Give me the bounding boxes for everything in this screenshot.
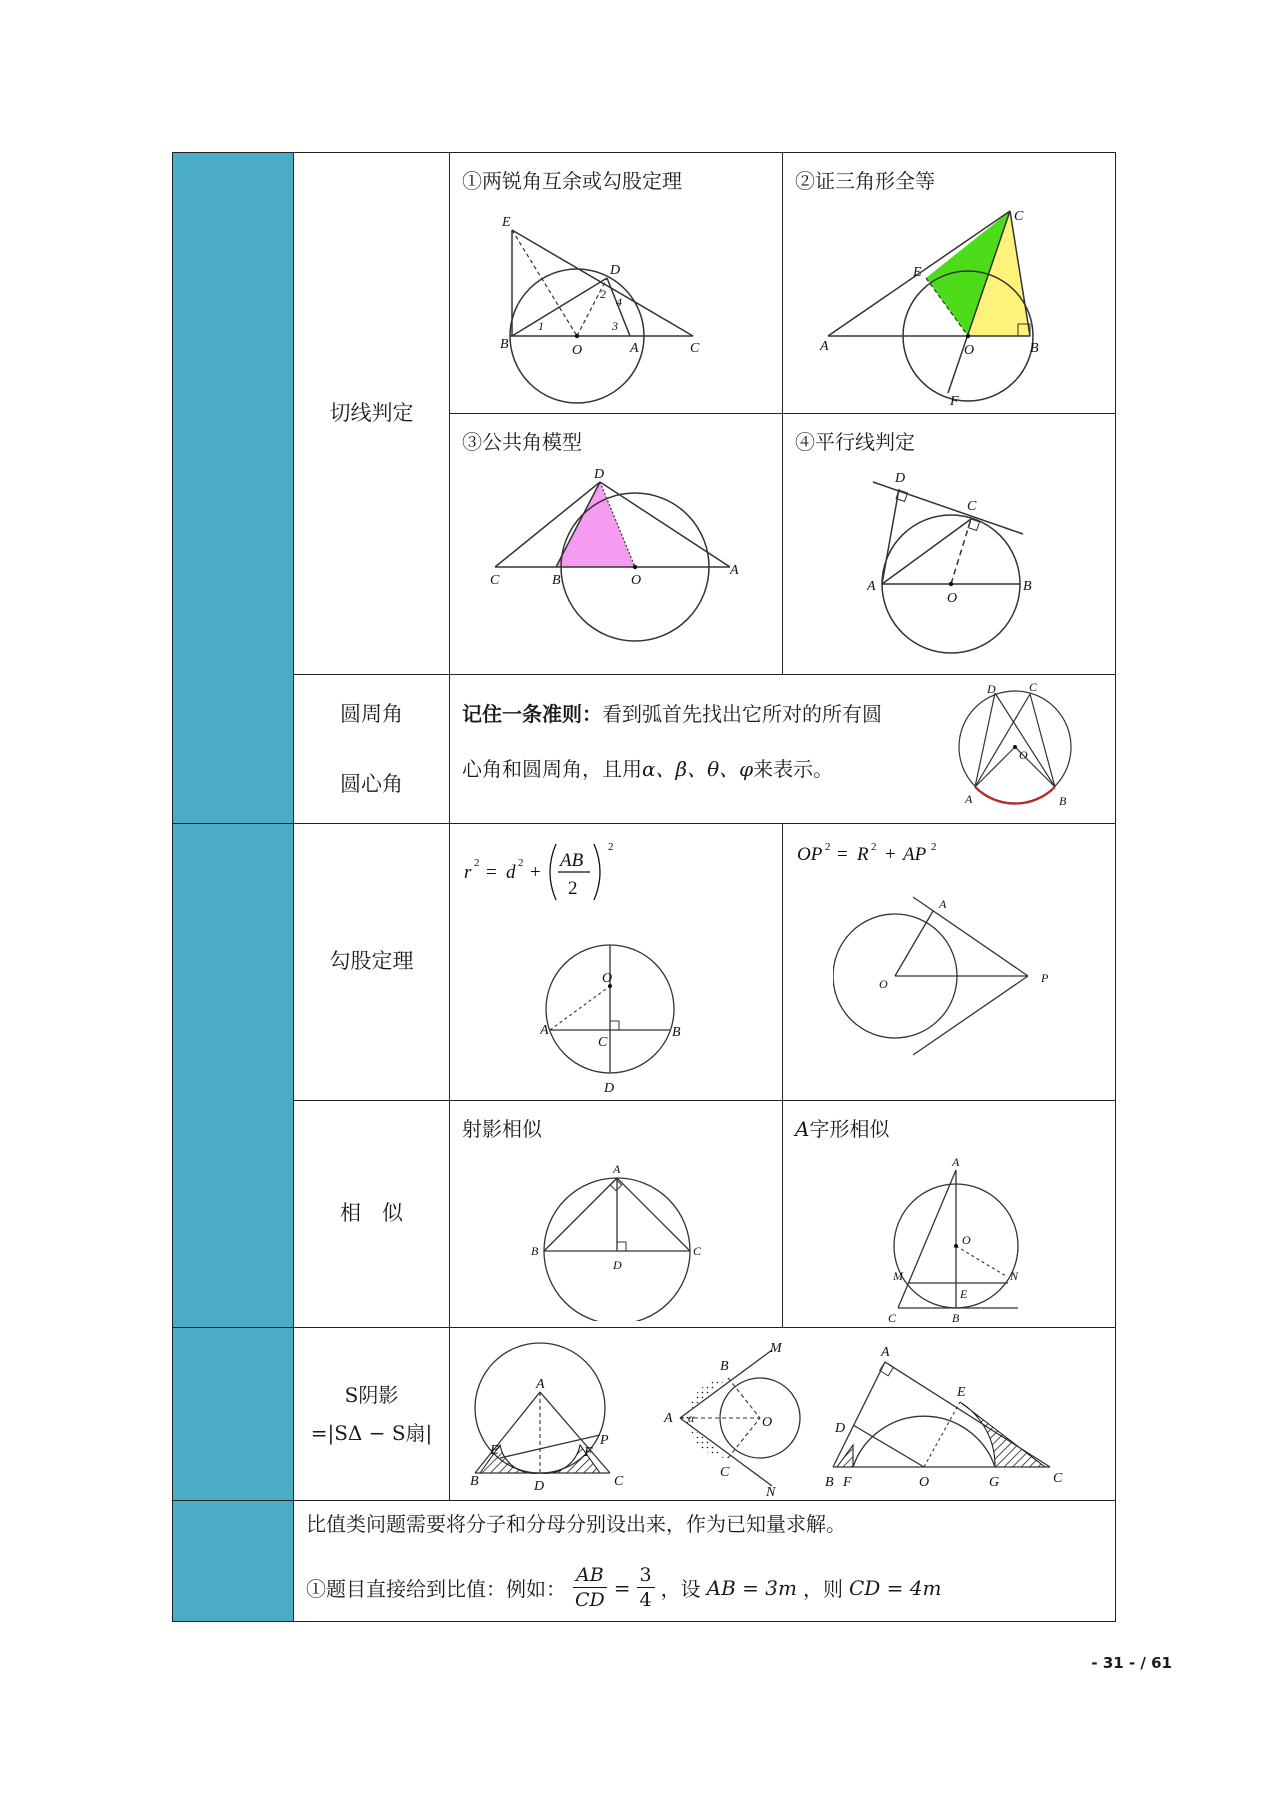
svg-text:2: 2 (568, 878, 578, 899)
svg-text:C: C (967, 499, 977, 514)
formula-chord (460, 838, 660, 908)
svg-text:E: E (960, 1287, 968, 1301)
svg-text:E: E (490, 1443, 499, 1458)
svg-text:3: 3 (612, 319, 618, 333)
rule-text: 记住一条准则：看到弧首先找出它所对的所有圆 心角和圆周角，且用α、β、θ、φ来表示。 (462, 702, 882, 781)
svg-text:B: B (672, 1025, 681, 1040)
svg-text:D: D (534, 1479, 545, 1494)
page-number: - 31 - / 61 (1091, 1654, 1172, 1672)
svg-text:F: F (584, 1445, 593, 1460)
svg-text:D: D (613, 1258, 622, 1272)
cell-title: 射影相似 (462, 1117, 542, 1141)
row-label-pythagoras: 勾股定理 (294, 824, 450, 1101)
svg-text:O: O (1019, 748, 1028, 762)
figure-inscribed-angles (955, 679, 1095, 819)
figure-shaded-2 (660, 1340, 810, 1500)
svg-text:A: A (965, 792, 973, 806)
figure-tangent-1 (500, 208, 740, 408)
svg-text:C: C (1029, 680, 1038, 694)
svg-text:1: 1 (538, 319, 544, 333)
svg-text:A: A (630, 341, 639, 356)
svg-text:4: 4 (616, 295, 622, 309)
svg-text:A: A (540, 1023, 549, 1038)
cell-tangent-method-4 (783, 414, 1116, 675)
svg-text:A: A (939, 897, 947, 911)
svg-text:AP: AP (903, 844, 927, 865)
svg-text:O: O (631, 573, 642, 588)
svg-text:D: D (594, 467, 605, 482)
cell-similar-projection (450, 1101, 783, 1328)
cell-tangent-method-2 (783, 153, 1116, 414)
figure-tangent-2 (818, 208, 1078, 408)
svg-text:D: D (895, 471, 906, 486)
svg-text:A: A (952, 1156, 960, 1169)
category-band-1 (173, 153, 294, 824)
svg-text:C: C (690, 341, 700, 356)
svg-text:A: A (867, 579, 876, 594)
category-band-2 (173, 824, 294, 1328)
svg-text:C: C (720, 1465, 730, 1480)
svg-text:C: C (1053, 1471, 1063, 1486)
figure-shaded-1 (470, 1340, 650, 1500)
svg-text:F: F (950, 394, 959, 408)
fraction-3-4: $\frac{3}{4}$ (637, 1563, 655, 1612)
row-label-tangent: 切线判定 (294, 153, 450, 675)
cell-title: ②证三角形全等 (795, 169, 935, 193)
svg-text:D: D (604, 1081, 615, 1096)
svg-text:E: E (913, 265, 922, 280)
cell-tangent-method-3 (450, 414, 783, 675)
category-band-3 (173, 1328, 294, 1501)
svg-text:=: = (837, 844, 848, 865)
svg-text:B: B (1023, 579, 1032, 594)
svg-text:O: O (919, 1475, 930, 1490)
svg-text:B: B (825, 1475, 834, 1490)
figure-chord-distance (540, 934, 700, 1099)
svg-text:C: C (693, 1244, 702, 1258)
svg-text:2: 2 (825, 841, 831, 853)
svg-text:P: P (600, 1433, 609, 1448)
svg-text:B: B (720, 1359, 729, 1374)
cell-pythagoras-2 (783, 824, 1116, 1101)
svg-text:C: C (490, 573, 500, 588)
cell-similar-a-shape (783, 1101, 1116, 1328)
fraction-ab-cd: $\frac{AB}{CD}$ (575, 1564, 605, 1611)
svg-text:2: 2 (871, 841, 877, 853)
cell-title: ④平行线判定 (795, 430, 915, 454)
svg-text:O: O (962, 1233, 971, 1247)
svg-text:N: N (766, 1485, 776, 1500)
svg-text:O: O (762, 1415, 773, 1430)
figure-projection (525, 1161, 715, 1321)
figure-tangent-length (833, 894, 1073, 1064)
svg-text:2: 2 (518, 857, 524, 869)
svg-text:C: C (1014, 209, 1024, 224)
svg-text:2: 2 (931, 841, 937, 853)
row-label-shaded-area: S阴影 =|SΔ − S扇| (294, 1328, 450, 1501)
ratio-example: ①题目直接给到比值：例如： $\frac{AB}{CD}$ = $\frac{3}{4}$ ，设 AB = 3m ，则 CD = 4m (306, 1564, 942, 1611)
cell-title: ③公共角模型 (462, 430, 582, 454)
svg-text:D: D (610, 263, 621, 278)
svg-text:AB: AB (560, 850, 584, 871)
row-label-angles: 圆周角 圆心角 (294, 675, 450, 824)
figure-a-shape (868, 1156, 1048, 1326)
cell-title: A字形相似 (795, 1117, 890, 1141)
svg-text:E: E (957, 1385, 966, 1400)
svg-text:2: 2 (474, 857, 480, 869)
svg-text:OP: OP (797, 844, 823, 865)
svg-text:P: P (1041, 971, 1049, 985)
svg-text:C: C (888, 1311, 897, 1325)
svg-text:E: E (502, 215, 511, 230)
svg-text:B: B (1030, 341, 1039, 356)
svg-text:A: A (820, 339, 829, 354)
svg-text:A: A (881, 1345, 890, 1360)
svg-text:O: O (602, 971, 613, 986)
row-label-similar: 相 似 (294, 1101, 450, 1328)
svg-text:=: = (486, 862, 497, 883)
svg-text:r: r (464, 862, 472, 883)
svg-text:F: F (843, 1475, 852, 1490)
svg-text:D: D (835, 1421, 846, 1436)
svg-text:B: B (500, 337, 509, 352)
figure-shaded-3 (825, 1340, 1075, 1500)
svg-text:B: B (552, 573, 561, 588)
svg-text:O: O (572, 343, 583, 358)
svg-text:A: A (664, 1411, 673, 1426)
svg-text:R: R (857, 844, 869, 865)
svg-text:B: B (1059, 794, 1067, 808)
svg-text:A: A (536, 1377, 545, 1392)
svg-text:+: + (530, 862, 541, 883)
formula-tangent-length (793, 832, 993, 872)
category-band-4 (173, 1501, 294, 1622)
svg-text:B: B (952, 1311, 960, 1325)
figure-tangent-3 (490, 464, 740, 664)
svg-text:A: A (730, 563, 739, 578)
svg-text:O: O (879, 977, 888, 991)
knowledge-table (172, 152, 1116, 1622)
svg-text:A: A (613, 1162, 621, 1176)
svg-text:+: + (885, 844, 896, 865)
cell-title: ①两锐角互余或勾股定理 (462, 169, 682, 193)
cell-ratio-problems (294, 1501, 1116, 1622)
svg-text:2: 2 (600, 287, 606, 301)
ratio-intro: 比值类问题需要将分子和分母分别设出来，作为已知量求解。 (306, 1512, 846, 1536)
svg-text:d: d (506, 862, 516, 883)
svg-text:G: G (989, 1475, 1000, 1490)
svg-text:B: B (470, 1474, 479, 1489)
svg-text:O: O (964, 343, 975, 358)
svg-text:2: 2 (608, 841, 614, 853)
cell-shaded-area (450, 1328, 1116, 1501)
svg-text:M: M (893, 1269, 903, 1283)
svg-text:O: O (947, 591, 958, 606)
svg-text:C: C (614, 1474, 624, 1489)
figure-tangent-4 (843, 464, 1053, 664)
svg-text:C: C (598, 1035, 608, 1050)
svg-text:α: α (688, 1411, 695, 1425)
svg-text:D: D (987, 682, 996, 696)
cell-angles-rule (450, 675, 1116, 824)
svg-text:B: B (531, 1244, 539, 1258)
svg-text:N: N (1010, 1269, 1019, 1283)
svg-text:M: M (770, 1341, 782, 1356)
cell-pythagoras-1 (450, 824, 783, 1101)
cell-tangent-method-1 (450, 153, 783, 414)
